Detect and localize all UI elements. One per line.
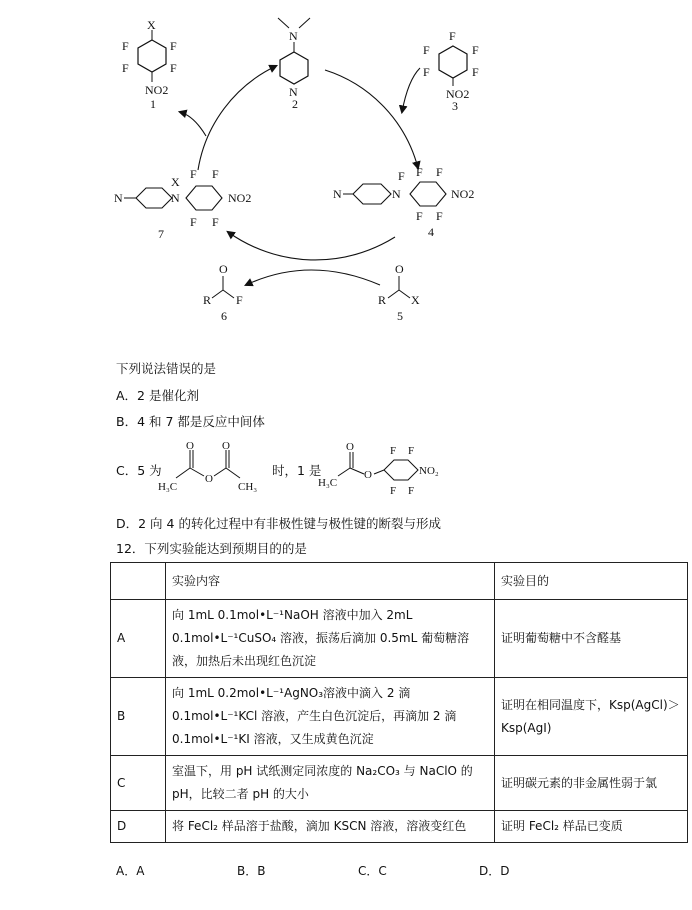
atom-n: N [171,191,180,205]
answer-option-b[interactable]: B．B [237,864,266,878]
option-c-prefix: C．5 为 [116,463,162,478]
table-row [111,756,688,811]
compound-number: 5 [397,309,403,323]
compound-number: 3 [452,99,458,113]
atom-f: F [398,169,405,183]
svg-text:NO₂: NO₂ [419,465,439,477]
atom-f: F [122,61,129,75]
compound-1 [122,18,177,111]
atom-f: F [190,167,197,181]
header-cell: 实验目的 [495,563,688,600]
compound-4 [333,165,474,239]
svg-text:F: F [390,445,397,457]
experiment-content: 将 FeCl₂ 样品溶于盐酸，滴加 KSCN 溶液，溶液变红色 [166,811,495,843]
compound-number: 6 [221,309,227,323]
header-cell: 实验内容 [166,563,495,600]
atom-f: F [236,293,243,307]
atom-f: F [122,39,129,53]
ester-product-structure [318,432,448,502]
atom-o: O [219,262,228,276]
atom-n: N [392,187,401,201]
atom-f: F [170,61,177,75]
atom-r: R [203,293,212,307]
atom-f: F [449,29,456,43]
atom-f: F [416,209,423,223]
experiment-purpose: 证明 FeCl₂ 样品已变质 [495,811,688,843]
question-12-title: 12．下列实验能达到预期目的的是 [116,541,307,556]
experiment-table [110,562,688,843]
option-a: A．2 是催化剂 [116,388,199,403]
compound-7 [114,167,251,241]
acetic-anhydride-structure [150,440,275,498]
table-row [111,600,688,678]
answer-option-d[interactable]: D．D [479,864,510,878]
atom-f: F [212,167,219,181]
compound-5 [378,262,420,323]
atom-no2: NO2 [451,187,475,201]
svg-text:CH₃: CH₃ [238,481,258,493]
svg-text:O: O [222,440,230,452]
compound-number: 1 [150,97,156,111]
row-label: D [111,811,166,843]
experiment-purpose: 证明碳元素的非金属性弱于氯 [495,756,688,811]
atom-n: N [289,29,298,43]
cycle-arrow-7-to-2 [198,66,276,170]
question-prompt: 下列说法错误的是 [116,361,217,376]
svg-text:O: O [346,441,354,453]
option-c-mid: 时，1 是 [272,463,322,478]
table-row [111,811,688,843]
atom-f: F [472,65,479,79]
svg-text:O: O [186,440,194,452]
header-cell [111,563,166,600]
compound-3 [423,29,479,113]
option-d: D．2 向 4 的转化过程中有非极性键与极性键的断裂与形成 [116,516,441,531]
atom-n: N [114,191,123,205]
row-label: C [111,756,166,811]
atom-no2: NO2 [145,83,169,97]
compound-number: 7 [158,227,164,241]
compound-6 [203,262,243,323]
atom-x: X [147,18,156,32]
answer-option-c[interactable]: C．C [358,864,387,878]
table-row [111,678,688,756]
atom-o: O [395,262,404,276]
atom-f: F [190,215,197,229]
row-label: A [111,600,166,678]
option-b: B．4 和 7 都是反应中间体 [116,414,265,429]
atom-f: F [170,39,177,53]
atom-f: F [472,43,479,57]
row-label: B [111,678,166,756]
atom-x: X [411,293,420,307]
atom-n: N [289,85,298,99]
experiment-content: 向 1mL 0.1mol•L⁻¹NaOH 溶液中加入 2mL 0.1mol•L⁻¹CuSO₄ 溶液，振荡后滴加 0.5mL 葡萄糖溶液，加热后未出现红色沉淀 [166,600,495,678]
atom-no2: NO2 [228,191,252,205]
cycle-arrow-2-to-4 [325,70,418,168]
atom-x: X [171,175,180,189]
atom-f: F [416,165,423,179]
arrow-5-to-6 [246,270,380,285]
reaction-scheme [0,0,692,345]
svg-text:F: F [390,485,397,497]
arrow-1-out [180,112,206,136]
atom-f: F [423,65,430,79]
svg-text:H₃C: H₃C [318,477,338,489]
svg-text:O: O [364,469,372,481]
arrow-3-in [402,68,420,112]
atom-no2: NO2 [446,87,470,101]
atom-f: F [436,165,443,179]
table-header-row [111,563,688,600]
compound-number: 4 [428,225,434,239]
atom-n: N [333,187,342,201]
atom-f: F [436,209,443,223]
cycle-arrow-4-to-7 [228,232,395,260]
answer-option-a[interactable]: A．A [116,864,145,878]
atom-f: F [423,43,430,57]
atom-r: R [378,293,387,307]
compound-2 [278,18,310,111]
experiment-content: 室温下，用 pH 试纸测定同浓度的 Na₂CO₃ 与 NaClO 的 pH，比较二者 pH 的大小 [166,756,495,811]
svg-text:H₃C: H₃C [158,481,178,493]
svg-text:F: F [408,485,415,497]
svg-text:F: F [408,445,415,457]
atom-f: F [212,215,219,229]
svg-text:O: O [205,473,213,485]
compound-number: 2 [292,97,298,111]
experiment-purpose: 证明在相同温度下，Ksp(AgCl)＞Ksp(AgI) [495,678,688,756]
experiment-content: 向 1mL 0.2mol•L⁻¹AgNO₃溶液中滴入 2 滴 0.1mol•L⁻¹KCl 溶液，产生白色沉淀后，再滴加 2 滴 0.1mol•L⁻¹KI 溶液，又生成黄色沉淀 [166,678,495,756]
experiment-purpose: 证明葡萄糖中不含醛基 [495,600,688,678]
